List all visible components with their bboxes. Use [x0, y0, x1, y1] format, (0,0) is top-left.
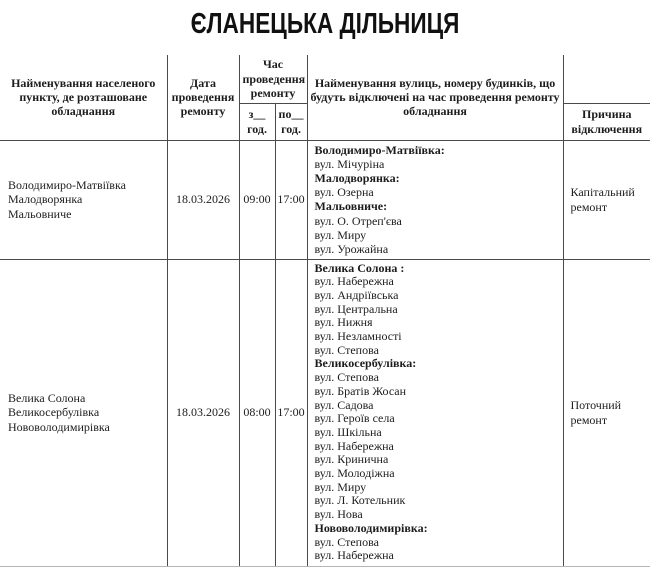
list-line: вул. Степова: [314, 534, 379, 549]
table-row: [0, 140, 650, 259]
settlement-cell: [0, 140, 167, 259]
list-line: вул. Озерна: [314, 185, 374, 200]
list-line: вул. Братів Жосан: [314, 383, 407, 398]
list-line: Нововолодимирівка: [8, 419, 110, 434]
list-line: вул. Молодіжна: [314, 466, 395, 481]
header-time: Час проведення ремонту: [239, 55, 307, 103]
list-line: Володимиро-Матвіївка: [8, 177, 126, 192]
list-line: Нововолодимирівка:: [314, 520, 428, 535]
list-line: вул. Набережна: [314, 438, 394, 453]
list-line: вул. Степова: [314, 342, 379, 357]
page-title: ЄЛАНЕЦЬКА ДІЛЬНИЦЯ: [190, 8, 460, 40]
reason-cell: Капітальний ремонт: [563, 140, 650, 259]
header-settlement: Найменування населеного пункту, де розташоване обладнання: [0, 55, 167, 140]
list-line: вул. Андріївська: [314, 287, 399, 302]
list-line: Великосербулівка: [8, 405, 100, 420]
list-line: Велика Солона: [8, 390, 86, 405]
list-line: Мальовниче:: [314, 199, 388, 214]
list-line: вул. Миру: [314, 479, 367, 494]
list-line: вул. Л. Котельник: [314, 493, 406, 508]
list-line: Малодворянка: [8, 192, 83, 207]
list-line: вул. Урожайна: [314, 241, 389, 256]
list-line: вул. Миру: [314, 227, 367, 242]
list-line: вул. Мічуріна: [314, 156, 385, 171]
header-row-1: [0, 55, 650, 103]
header-streets: Найменування вулиць, номеру будинків, що будуть відключені на час проведення ремонту обладнання: [307, 55, 563, 140]
time-to-cell: 17:00: [275, 259, 307, 566]
streets-cell: [307, 140, 563, 259]
time-from-cell: 09:00: [239, 140, 275, 259]
streets-cell: [307, 259, 563, 566]
outage-schedule-table: [0, 55, 650, 567]
table-row: [0, 259, 650, 566]
settlement-cell: [0, 259, 167, 566]
list-line: вул. Героїв села: [314, 411, 395, 426]
header-reason: Причина відключення: [563, 103, 650, 140]
list-line: вул. Набережна: [314, 274, 394, 289]
list-line: вул. Шкільна: [314, 424, 382, 439]
header-time-from: з__ год.: [239, 103, 275, 140]
list-line: Велика Солона :: [314, 260, 405, 275]
list-line: Малодворянка:: [314, 170, 400, 185]
list-line: вул. Незламності: [314, 329, 402, 344]
time-from-cell: 08:00: [239, 259, 275, 566]
list-line: вул. Центральна: [314, 301, 398, 316]
list-line: Володимиро-Матвіївка:: [314, 142, 445, 157]
header-empty-cell: [563, 55, 650, 103]
date-cell: 18.03.2026: [167, 140, 239, 259]
list-line: вул. Степова: [314, 370, 379, 385]
time-to-cell: 17:00: [275, 140, 307, 259]
date-cell: 18.03.2026: [167, 259, 239, 566]
list-line: вул. Нижня: [314, 315, 373, 330]
reason-cell: Поточний ремонт: [563, 259, 650, 566]
list-line: вул. О. Отреп'єва: [314, 213, 402, 228]
list-line: вул. Набережна: [314, 548, 394, 563]
list-line: вул. Садова: [314, 397, 374, 412]
list-line: Великосербулівка:: [314, 356, 417, 371]
list-line: вул. Кринична: [314, 452, 389, 467]
list-line: Мальовниче: [8, 206, 72, 221]
header-time-to: по__ год.: [275, 103, 307, 140]
header-date: Дата проведення ремонту: [167, 55, 239, 140]
list-line: вул. Нова: [314, 507, 363, 522]
